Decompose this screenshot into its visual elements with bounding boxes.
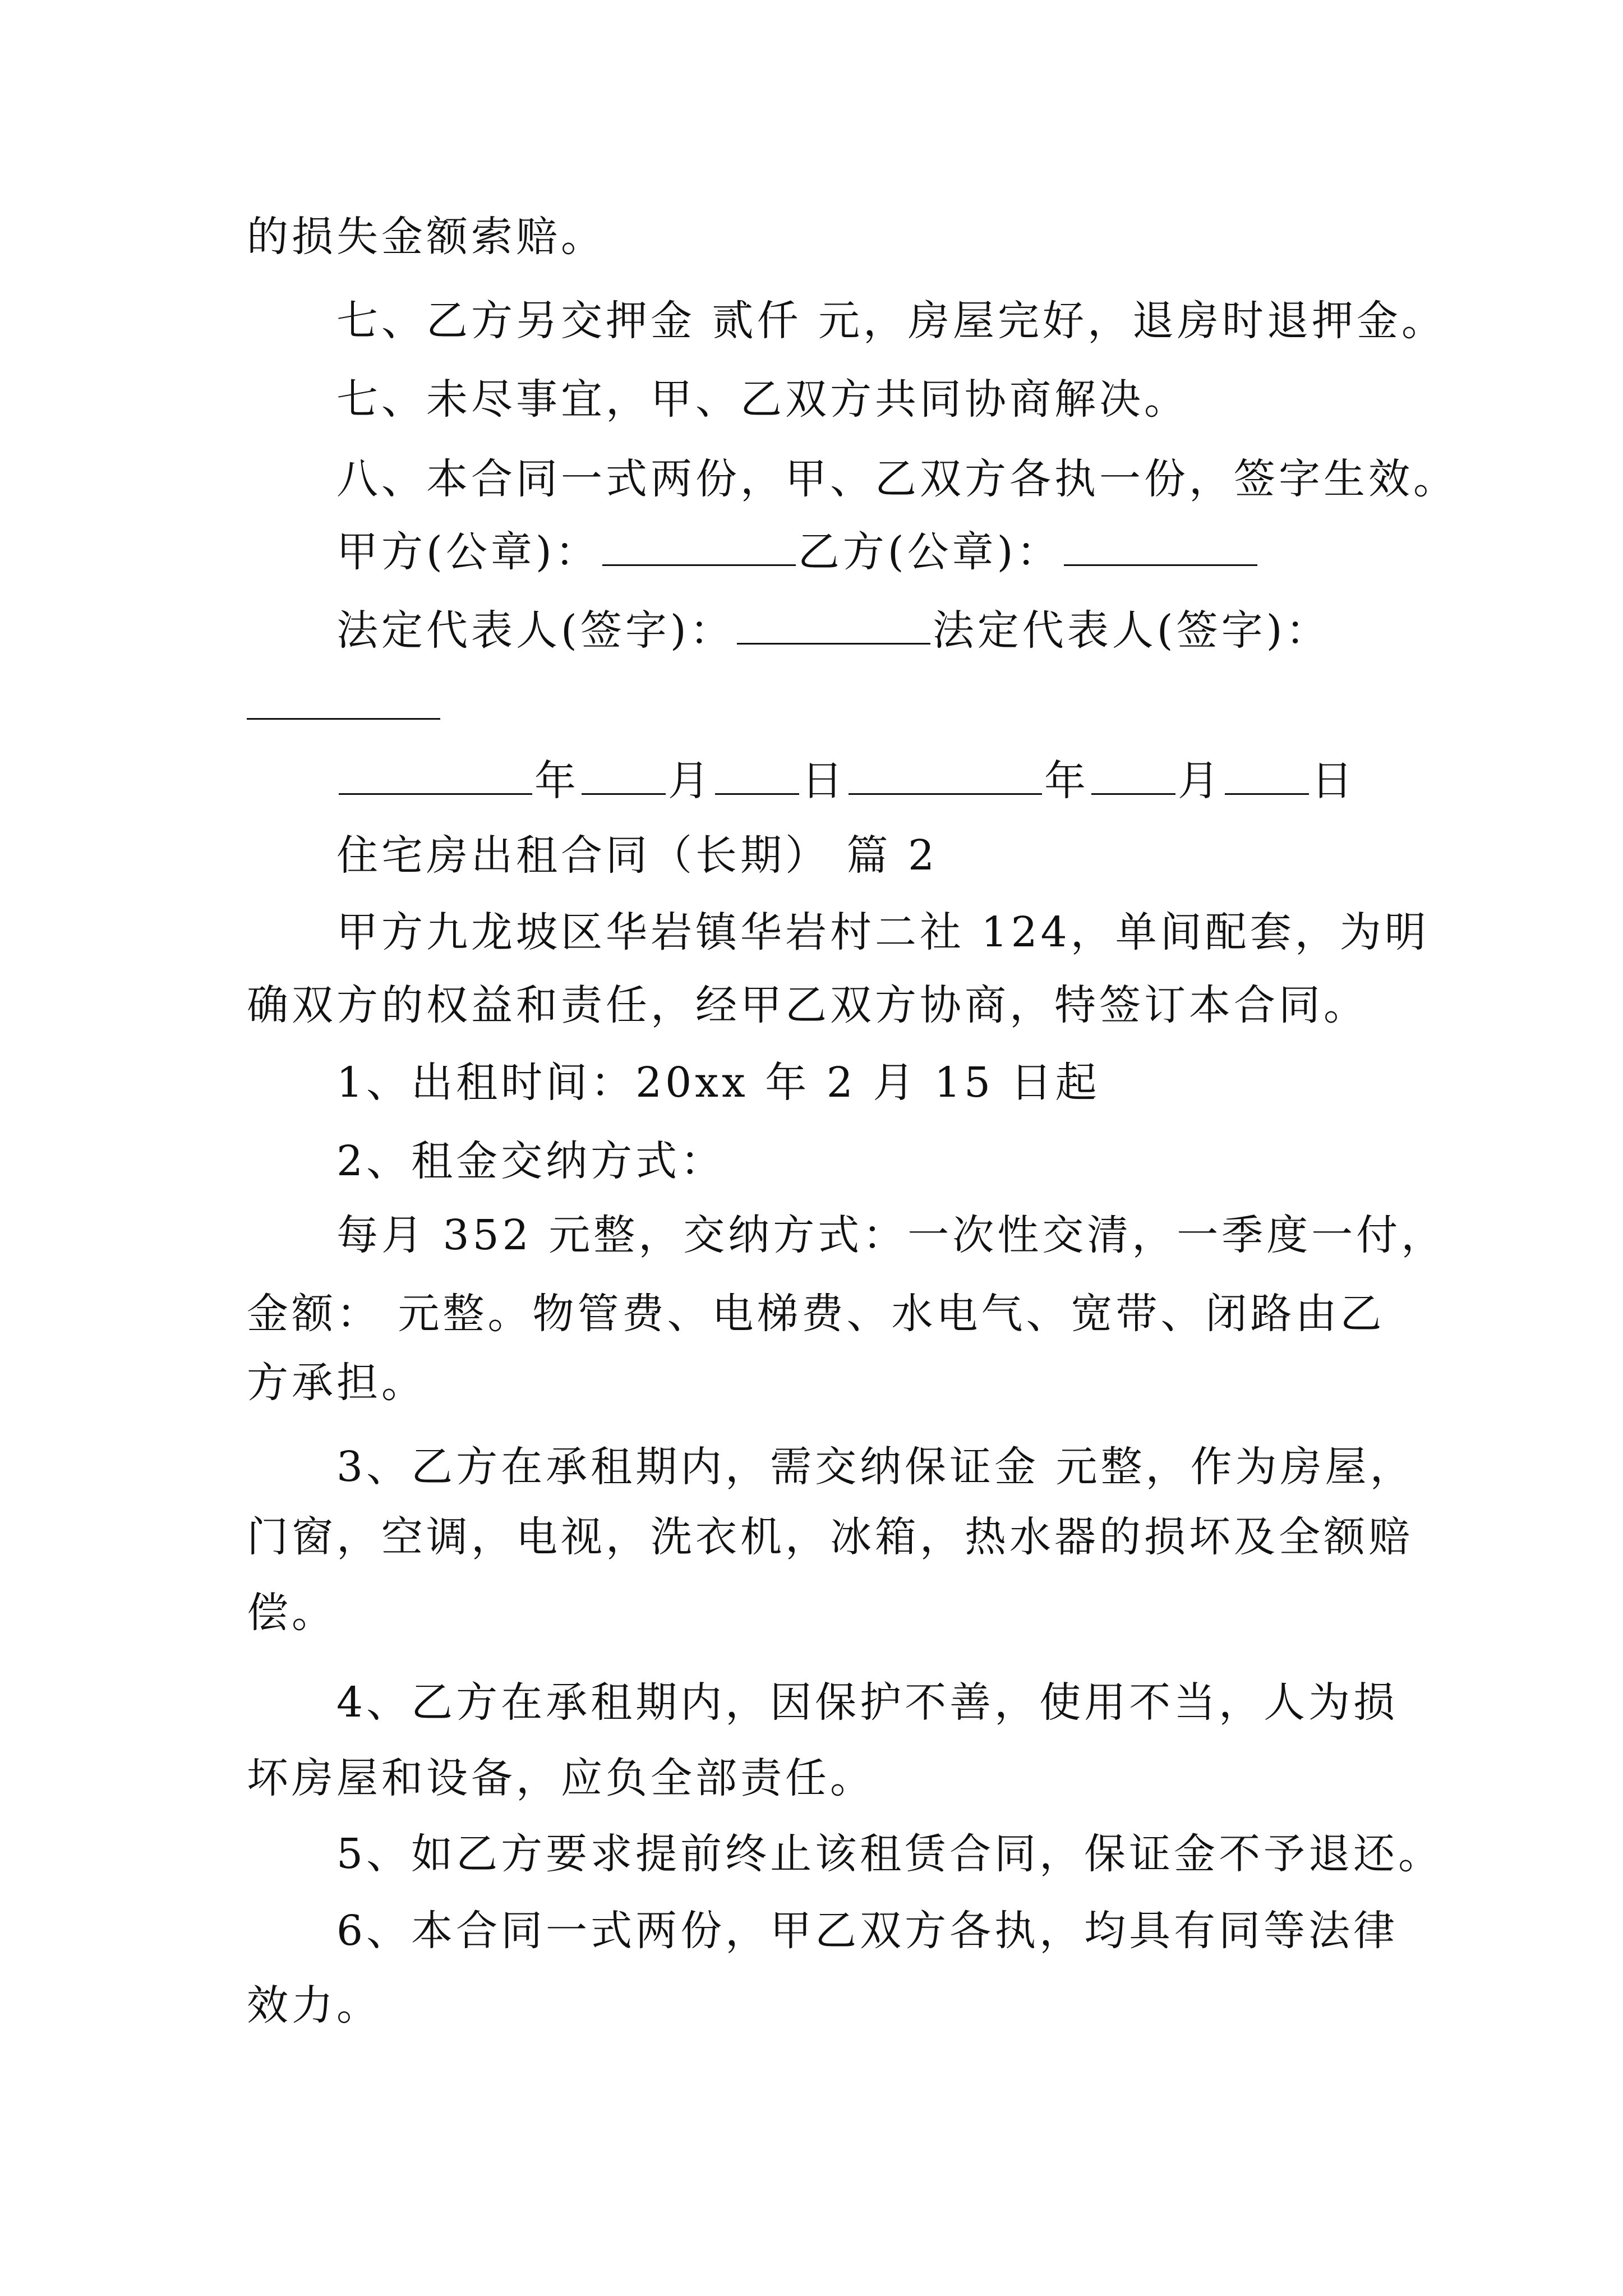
day-blank: [1225, 752, 1309, 795]
text-line: 门窗，空调，电视，洗衣机，冰箱，热水器的损坏及全额赔: [247, 1513, 1413, 1561]
text-line: 金额： 元整。物管费、电梯费、水电气、宽带、闭路由乙: [247, 1290, 1385, 1338]
text-line: 的损失金额索赔。: [247, 213, 606, 261]
text-line: 3、乙方在承租期内，需交纳保证金 元整，作为房屋，: [336, 1443, 1415, 1491]
day-label: 日: [1311, 757, 1356, 805]
section-title: 住宅房出租合同（长期） 篇 2: [336, 831, 938, 880]
text-line: 方承担。: [247, 1359, 426, 1407]
text-line: 1、出租时间：20xx 年 2 月 15 日起: [336, 1059, 1100, 1107]
party-a-seal-blank: [602, 523, 796, 566]
date-line: [336, 752, 1356, 809]
text-line: 七、乙方另交押金 贰仟 元，房屋完好，退房时退押金。: [336, 297, 1447, 345]
year-label: 年: [534, 757, 579, 805]
text-line: 5、如乙方要求提前终止该租赁合同，保证金不予退还。: [336, 1830, 1444, 1878]
party-b-seal-blank: [1064, 523, 1257, 566]
text-line: 6、本合同一式两份，甲乙双方各执，均具有同等法律: [336, 1907, 1399, 1955]
text-line: 八、本合同一式两份，甲、乙双方各执一份，签字生效。: [336, 455, 1458, 503]
party-b-representative-label: 法定代表人(签字)：: [932, 606, 1331, 655]
text-line: 2、租金交纳方式：: [336, 1137, 726, 1185]
text-line: 效力。: [247, 1981, 381, 2030]
text-line: 坏房屋和设备，应负全部责任。: [247, 1754, 875, 1802]
year-blank: [849, 752, 1042, 795]
day-label: 日: [801, 757, 846, 805]
month-label: 月: [668, 757, 713, 805]
month-blank: [1091, 752, 1175, 795]
text-line: 确双方的权益和责任，经甲乙双方协商，特签订本合同。: [247, 981, 1368, 1029]
day-blank: [715, 752, 799, 795]
signature-line-party-a: [336, 523, 1260, 580]
text-line: 每月 352 元整，交纳方式：一次性交清，一季度一付，: [336, 1211, 1446, 1259]
party-a-representative-blank: [737, 601, 930, 645]
party-a-seal-label: 甲方(公章)：: [336, 528, 600, 576]
signature-line-representatives: [336, 601, 1331, 659]
text-line: 4、乙方在承租期内，因保护不善，使用不当，人为损: [336, 1678, 1399, 1727]
year-blank: [339, 752, 532, 795]
party-b-seal-label: 乙方(公章)：: [797, 528, 1062, 576]
month-label: 月: [1178, 757, 1223, 805]
party-a-representative-label: 法定代表人(签字)：: [336, 606, 735, 655]
year-label: 年: [1044, 757, 1089, 805]
text-line: 七、未尽事宜，甲、乙双方共同协商解决。: [336, 375, 1189, 424]
month-blank: [582, 752, 666, 795]
text-line: 甲方九龙坡区华岩镇华岩村二社 124，单间配套，为明: [336, 908, 1430, 956]
text-line: 偿。: [247, 1589, 336, 1637]
party-b-representative-blank: [247, 718, 440, 720]
